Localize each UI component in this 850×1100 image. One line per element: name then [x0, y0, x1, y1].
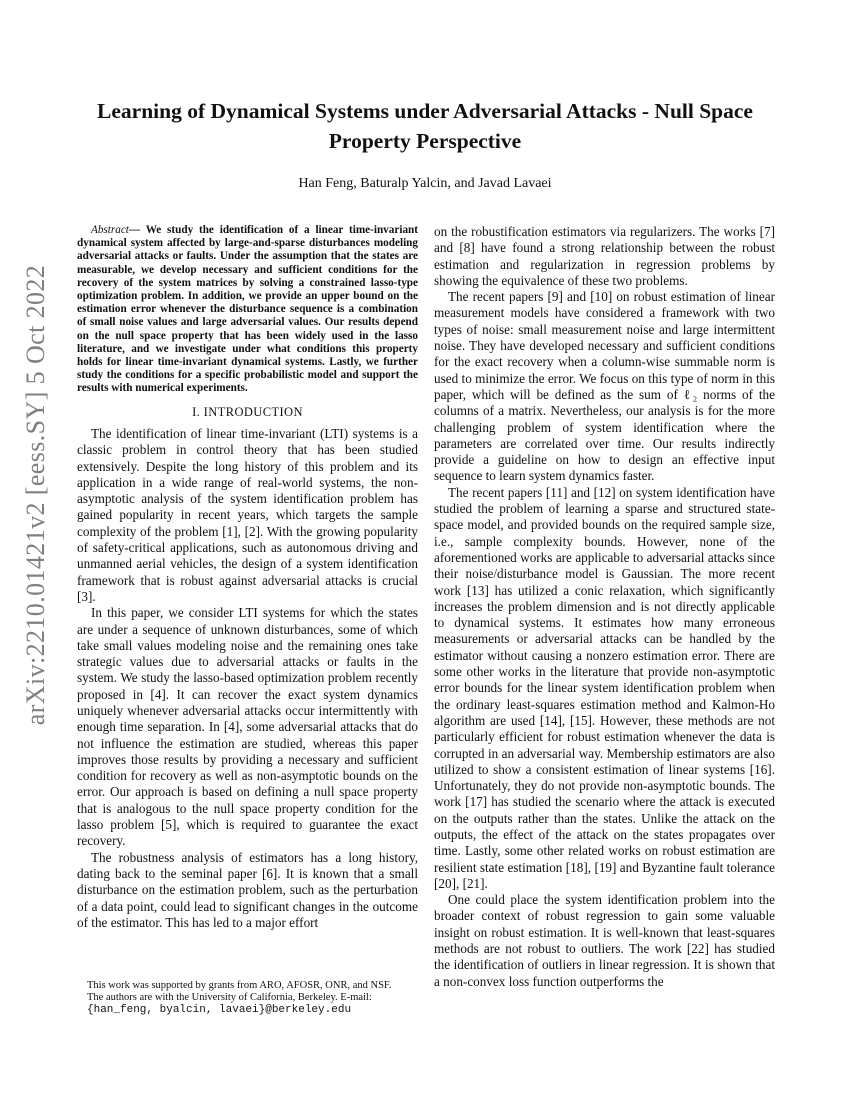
right-paragraph-2: The recent papers [9] and [10] on robust estimation of linear measurement models have considered a framework with two types of noise: small measurement noise and large intermittent noise. They have developed necessary and sufficient conditions for the exact recovery when a column-wise summable norm is used to minimize the error. We focus on this type of norm in this paper, which will be defined as the sum of ℓ₂ norms of the columns of a matrix. Nevertheless, our analysis is for the more challenging problem of system identification where the parameters are correlated over time. Our results indirectly provide a guideline on how to design an effective input sequence to learn system dynamics faster. — [434, 289, 775, 484]
paper-title: Learning of Dynamical Systems under Adversarial Attacks - Null Space Property Perspective — [97, 99, 753, 153]
footnote — [77, 980, 418, 1016]
author-list: Han Feng, Baturalp Yalcin, and Javad Lavaei — [298, 176, 552, 191]
abstract-label: Abstract — [91, 224, 129, 236]
abstract — [77, 224, 418, 396]
footnote-affiliation: The authors are with the University of California, Berkeley. E-mail: — [87, 992, 372, 1003]
left-column — [77, 224, 418, 931]
intro-paragraph-2: In this paper, we consider LTI systems for which the states are under a sequence of unknown disturbances, some of which take small values modeling noise and the remaining ones take strategic values due to adversarial attacks or faults in the system. We study the lasso-based optimization problem recently proposed in [4]. It can recover the exact system dynamics uniquely whenever adversarial attacks occur intermittently with enough time separation. In [4], some adversarial attacks that do not influence the estimation are studied, whereas this paper improves those results by providing a necessary and sufficient condition for recovery as well as non-asymptotic bounds on the error. Our approach is based on defining a null space property that is analogous to the null space property condition for the lasso problem [5], which is required to guarantee the exact recovery. — [77, 605, 418, 849]
right-paragraph-1: on the robustification estimators via regularizers. The works [7] and [8] have found a strong relationship between the robust estimation and regularization in regression problems by showing the equivalence of these two problems. — [434, 224, 775, 288]
right-column — [434, 224, 775, 990]
footnote-funding: This work was supported by grants from ARO, AFOSR, ONR, and NSF. — [87, 980, 392, 991]
footnote-email: {han_feng, byalcin, lavaei}@berkeley.edu — [87, 1004, 352, 1016]
section-heading-introduction: I. INTRODUCTION — [192, 404, 303, 419]
intro-paragraph-1: The identification of linear time-invariant (LTI) systems is a classic problem in control theory that has been studied extensively. Despite the long history of this problem and its application in a wide range of real-world systems, the non-asymptotic analysis of the system identification problem has gained popularity in recent years, which targets the sample complexity of the problem [1], [2]. With the growing popularity of safety-critical applications, such as autonomous driving and unmanned aerial vehicles, the design of a system identification framework that is robust against adversarial attacks is crucial [3]. — [77, 425, 418, 604]
abstract-text: — We study the identification of a linear time-invariant dynamical system affected by large-and-sparse disturbances modeling adversarial attacks or faults. Under the assumption that the states are measurable, we develop necessary and sufficient conditions for the recovery of the system matrices by solving a constrained lasso-type optimization problem. In addition, we provide an upper bound on the estimation error whenever the disturbance sequence is a combination of small noise values and large adversarial values. Our results depend on the null space property that has been widely used in the lasso literature, and we investigate under what conditions this property holds for linear time-invariant dynamical systems. Lastly, we further study the conditions for a specific probabilistic model and support the results with numerical experiments. — [77, 224, 418, 395]
right-paragraph-4: One could place the system identification problem into the broader context of robust regression to gain some valuable insight on robust estimation. It is well-known that least-squares methods are not robust to outliers. The work [22] has studied the identification of outliers in linear regression. It is shown that a non-convex loss function outperforms the — [434, 892, 775, 989]
arxiv-identifier — [14, 264, 58, 726]
right-paragraph-3: The recent papers [11] and [12] on system identification have studied the problem of learning a sparse and structured state-space model, and provided bounds on the required sample size, i.e., sample complexity bounds. However, none of the aforementioned works are applicable to adversarial attacks since their noise/disturbance model is Gaussian. The more recent work [13] has utilized a conic relaxation, which significantly increases the problem dimension and is not directly applicable to dynamical systems. It estimates how many erroneous measurements or adversarial attacks can be handled by the estimator without causing a nonzero estimation error. There are some other works in the literature that provide non-asymptotic error bounds for the linear system identification problem when the ordinary least-squares estimation method and Kalmon-Ho algorithm are used [14], [15]. However, these methods are not particularly efficient for robust estimation whenever the data is corrupted in an adversarial way. Membership estimators are also utilized to show a consistent estimation of linear systems [16]. Unfortunately, they do not provide non-asymptotic bounds. The work [17] has studied the scenario where the attack is executed on the outputs rather than the states. Unlike the attack on the outputs, the effect of the attack on the states propagates over time. Lastly, some other related works on robust estimation are resilient state estimation [18], [19] and Byzantine fault tolerance [20], [21]. — [434, 484, 775, 891]
intro-paragraph-3: The robustness analysis of estimators has a long history, dating back to the seminal paper [6]. It is known that a small disturbance on the estimation problem, such as the perturbation of a data point, could lead to significant changes in the outcome of the estimator. This has led to a major effort — [77, 849, 418, 930]
arxiv-identifier-text: arXiv:2210.01421v2 [eess.SY] 5 Oct 2022 — [21, 264, 50, 726]
